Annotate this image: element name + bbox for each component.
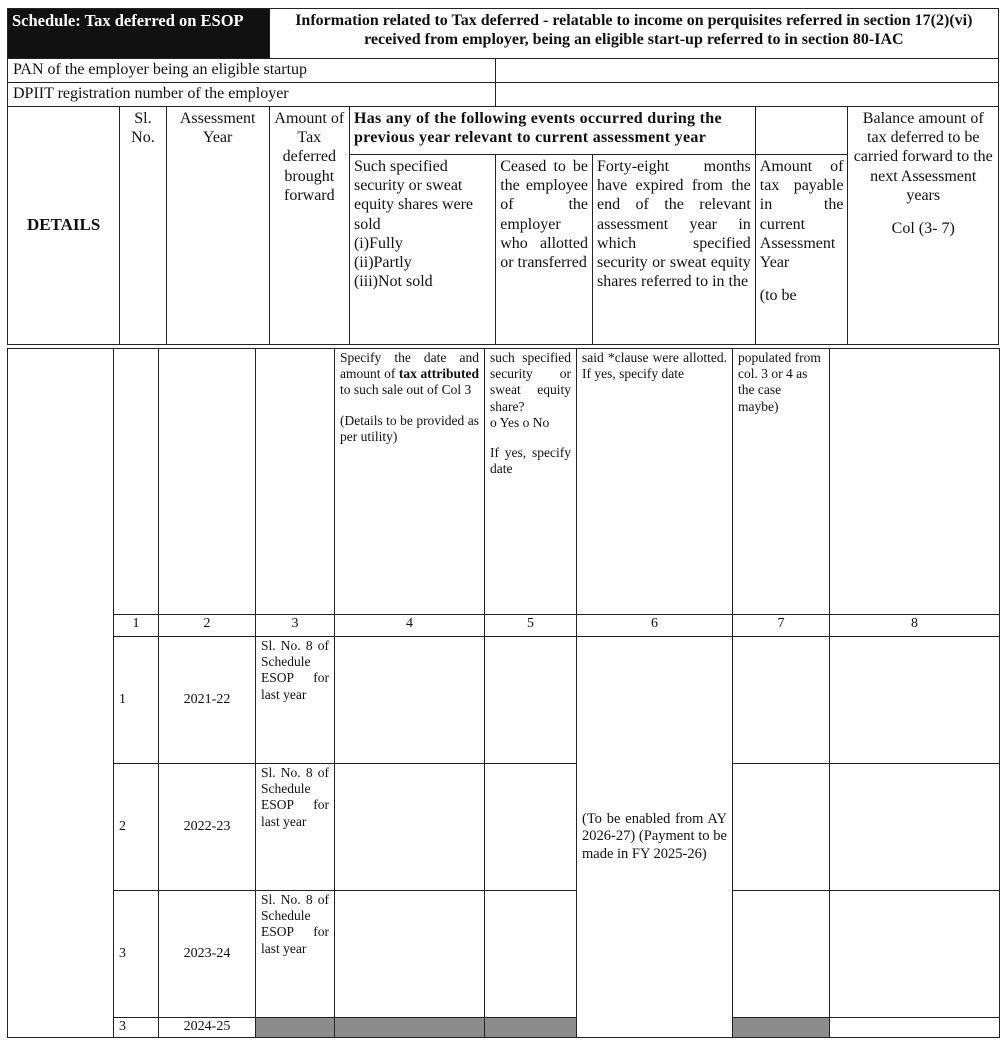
- dpiit-label: DPIIT registration number of the employer: [8, 83, 496, 107]
- col4-cont-text: Specify the date and amount of: [340, 350, 479, 382]
- header-col7-cont: populated from col. 3 or 4 as the case maybe): [733, 349, 830, 615]
- row-col8-input[interactable]: [830, 1018, 1000, 1038]
- header-col4-fully: (i)Fully: [353, 234, 403, 252]
- row-col8-input[interactable]: [830, 891, 1000, 1018]
- row-col5-input[interactable]: [485, 891, 577, 1018]
- col-number: 4: [335, 615, 485, 637]
- row-sl: 1: [114, 637, 159, 764]
- header-amount-deferred: Amount of Tax deferred brought forward: [269, 107, 349, 345]
- pan-input[interactable]: [496, 59, 999, 83]
- row-col4-input[interactable]: [335, 764, 485, 891]
- col4-cont-note: (Details to be provided as per utility): [340, 412, 479, 444]
- row-col7-input[interactable]: [733, 637, 830, 764]
- row-sl: 2: [114, 764, 159, 891]
- dpiit-input[interactable]: [496, 83, 999, 107]
- table-row: [8, 637, 1000, 764]
- schedule-header-table: [7, 8, 999, 345]
- row-col3: Sl. No. 8 of Schedule ESOP for last year: [256, 637, 335, 764]
- header-col4: [349, 155, 495, 345]
- row-col4-disabled: [335, 1018, 485, 1038]
- row-col5-disabled: [485, 1018, 577, 1038]
- row-col4-input[interactable]: [335, 637, 485, 764]
- row-col7-input[interactable]: [733, 891, 830, 1018]
- schedule-info: Information related to Tax deferred - relatable to income on perquisites referred in section 17(2)(vi) received from employer, being an eligible start-up referred to in section 80-IAC: [269, 9, 998, 59]
- table-row: [8, 1018, 1000, 1038]
- col5-cont-text: such specified security or sweat equity share?: [490, 350, 571, 414]
- col5-cont-date: If yes, specify date: [490, 444, 571, 477]
- col6-merged-note: (To be enabled from AY 2026-27) (Payment to be made in FY 2025-26): [577, 637, 733, 1038]
- row-col8-input[interactable]: [830, 637, 1000, 764]
- col-number: 7: [733, 615, 830, 637]
- header-col5: Ceased to be the employee of the employer who allotted or transferred: [496, 155, 593, 345]
- row-sl: 3: [114, 1018, 159, 1038]
- header-col6-cont: said *clause were allotted. If yes, specify date: [577, 349, 733, 615]
- header-col4-notsold: (iii)Not sold: [353, 273, 433, 291]
- col-number: 8: [830, 615, 1000, 637]
- header-assessment-year: Assessment Year: [166, 107, 269, 345]
- col5-yes-no-radio[interactable]: o Yes o No: [490, 414, 550, 430]
- schedule-detail-table: [7, 348, 1000, 1038]
- column-number-row: [8, 615, 1000, 637]
- row-col3: Sl. No. 8 of Schedule ESOP for last year: [256, 891, 335, 1018]
- row-col3: Sl. No. 8 of Schedule ESOP for last year: [256, 764, 335, 891]
- row-col7-input[interactable]: [733, 764, 830, 891]
- row-col8-input[interactable]: [830, 764, 1000, 891]
- row-year: 2021-22: [159, 637, 256, 764]
- header-col7: [755, 155, 848, 345]
- pan-label: PAN of the employer being an eligible startup: [8, 59, 496, 83]
- row-col4-input[interactable]: [335, 891, 485, 1018]
- row-sl: 3: [114, 891, 159, 1018]
- row-year: 2023-24: [159, 891, 256, 1018]
- table-row: [8, 891, 1000, 1018]
- details-side-column: [8, 349, 114, 1038]
- header-events-group: Has any of the following events occurred during the previous year relevant to current assessment year: [349, 107, 755, 155]
- row-col7-disabled: [733, 1018, 830, 1038]
- col-number: 3: [256, 615, 335, 637]
- cont-col8: [830, 349, 1000, 615]
- header-col4-partly: (ii)Partly: [353, 253, 412, 271]
- header-col5-cont: [485, 349, 577, 615]
- row-year: 2022-23: [159, 764, 256, 891]
- schedule-title: Schedule: Tax deferred on ESOP: [8, 9, 270, 59]
- header-col4-cont: [335, 349, 485, 615]
- header-col8: [848, 107, 999, 345]
- cont-col2: [159, 349, 256, 615]
- table-row: [8, 764, 1000, 891]
- col4-cont-tail: to such sale out of Col 3: [340, 382, 472, 398]
- header-col7-top: [755, 107, 848, 155]
- header-col8-formula: Col (3- 7): [891, 219, 955, 237]
- row-col3-disabled: [256, 1018, 335, 1038]
- cont-col1: [114, 349, 159, 615]
- header-col4-text: Such specified security or sweat equity shares were sold: [353, 158, 474, 233]
- header-sl-no: Sl. No.: [120, 107, 166, 345]
- header-col7-text: Amount of tax payable in the current Assessment Year: [759, 158, 844, 271]
- row-col5-input[interactable]: [485, 764, 577, 891]
- col-number: 2: [159, 615, 256, 637]
- col4-cont-bold: tax attributed: [398, 366, 479, 382]
- details-label: DETAILS: [8, 107, 120, 345]
- col-number: 6: [577, 615, 733, 637]
- header-col8-text: Balance amount of tax deferred to be carried forward to the next Assessment years: [853, 110, 993, 204]
- header-col7-note: (to be: [759, 287, 797, 305]
- header-col6: Forty-eight months have expired from the end of the relevant assessment year in which specified security or sweat equity shares referred to in the: [593, 155, 756, 345]
- col-number: 5: [485, 615, 577, 637]
- col-number: 1: [114, 615, 159, 637]
- row-year: 2024-25: [159, 1018, 256, 1038]
- cont-col3: [256, 349, 335, 615]
- row-col5-input[interactable]: [485, 637, 577, 764]
